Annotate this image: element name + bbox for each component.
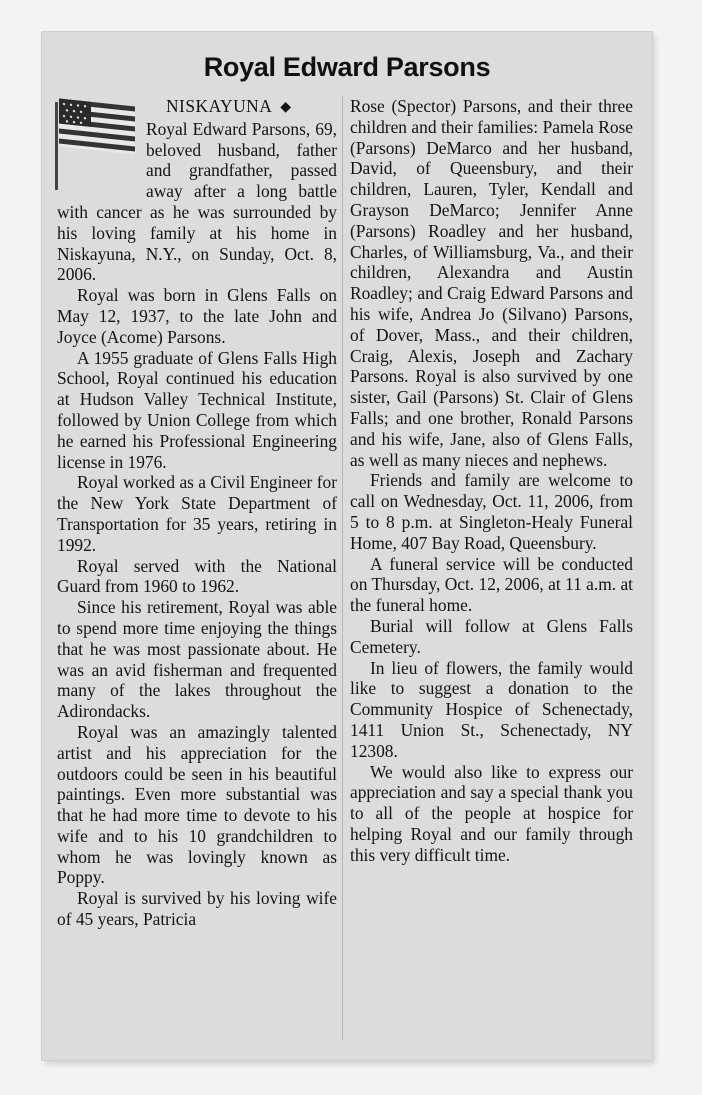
paragraph: Royal served with the National Guard from 1960 to 1962. [57, 555, 337, 597]
paragraph: Friends and family are welcome to call on Wednesday, Oct. 11, 2006, from 5 to 8 p.m. at Singleton-Healy Funeral Home, 407 Bay Road, Queensbury. [350, 470, 633, 553]
american-flag-icon [54, 98, 138, 192]
paragraph: Royal was an amazingly talented artist and his appreciation for the outdoors could be seen in his beautiful paintings. Even more substantial was that he had more time to devote to his wife and to his 10 grandchildren to whom he was lovingly known as Poppy. [57, 721, 337, 888]
paragraph: Since his retirement, Royal was able to spend more time enjoying the things that he was most passionate about. He was an avid fisherman and frequented many of the lakes throughout the Adirondacks. [57, 597, 337, 722]
left-column [57, 96, 337, 930]
dateline-place: NISKAYUNA [166, 96, 273, 116]
paragraph: Royal worked as a Civil Engineer for the New York State Department of Transportation for 35 years, retiring in 1992. [57, 472, 337, 555]
paragraph: Burial will follow at Glens Falls Cemetery. [350, 615, 633, 657]
headline: Royal Edward Parsons [203, 52, 491, 82]
paragraph: Royal is survived by his loving wife of 45 years, Patricia [57, 888, 337, 930]
obituary-clipping [42, 32, 652, 1060]
paragraph: Rose (Spector) Parsons, and their three children and their families: Pamela Rose (Parsons) DeMarco and her husband, David, of Queensbury, and their children, Lauren, Tyler, Kendall and Grayson DeMarco; Jennifer Anne (Parsons) Roadley and her husband, Charles, of Williamsburg, Va., and their children, Alexandra and Austin Roadley; and Craig Edward Parsons and his wife, Andrea Jo (Silvano) Parsons, of Dover, Mass., and their children, Craig, Alexis, Joseph and Zachary Parsons. Royal is also survived by one sister, Gail (Parsons) St. Clair of Glens Falls; and one brother, Ronald Parsons and his wife, Jane, also of Glens Falls, as well as many nieces and nephews. [350, 96, 633, 470]
paragraph: We would also like to express our appreciation and say a special thank you to all of the people at hospice for helping Royal and our family through this very difficult time. [350, 761, 633, 865]
paragraph: In lieu of flowers, the family would like to suggest a donation to the Community Hospice of Schenectady, 1411 Union St., Schenectady, NY 12308. [350, 657, 633, 761]
right-column [350, 96, 633, 865]
paragraph: A funeral service will be conducted on Thursday, Oct. 12, 2006, at 11 a.m. at the funeral home. [350, 553, 633, 616]
paragraph: Royal was born in Glens Falls on May 12, 1937, to the late John and Joyce (Acome) Parsons. [57, 285, 337, 347]
diamond-icon: ◆ [280, 100, 292, 115]
paragraph: Royal Edward Parsons, 69, beloved husband, father and grandfather, passed away after a long battle with cancer as he was surrounded by his loving family at his home in Niskayuna, N.Y., on Sunday, Oct. 8, 2006. [57, 118, 337, 285]
paragraph: A 1955 graduate of Glens Falls High School, Royal continued his education at Hudson Valley Technical Institute, followed by Union College from which he earned his Professional Engineering license in 1976. [57, 347, 337, 472]
column-divider [342, 96, 343, 1040]
